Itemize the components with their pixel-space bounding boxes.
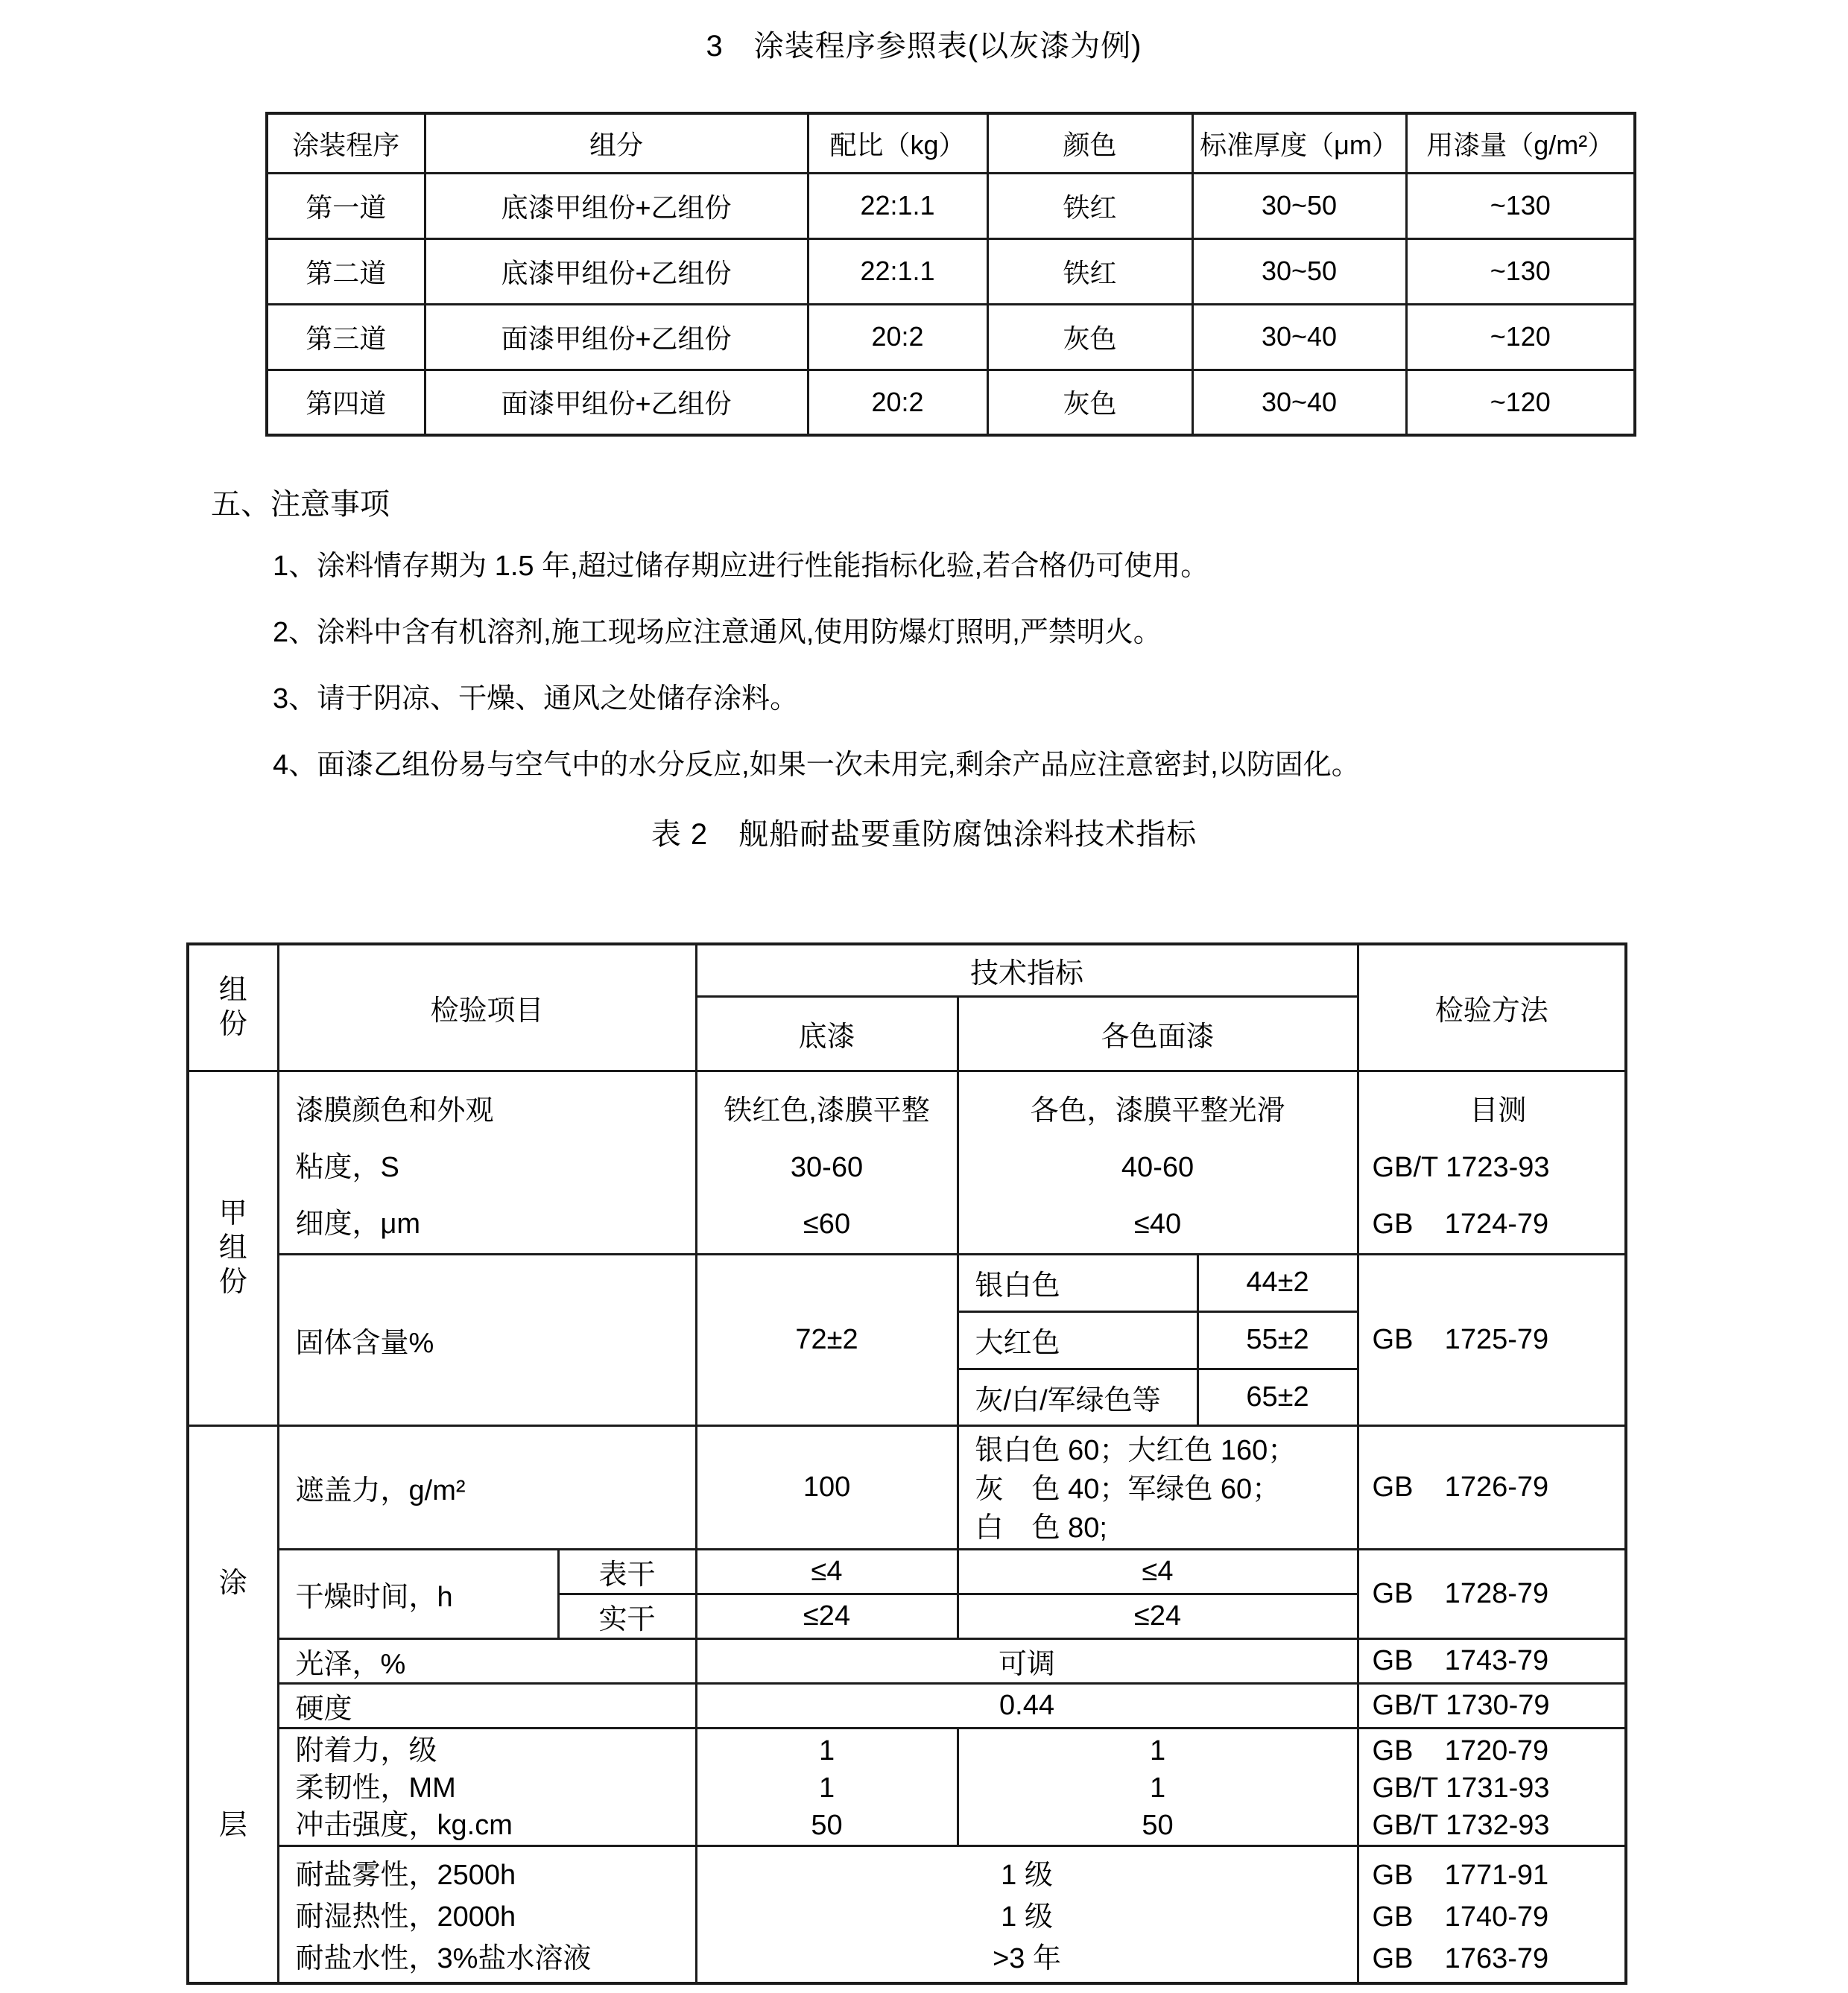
header-component bbox=[188, 944, 278, 1071]
hiding-primer-value: 100 bbox=[696, 1425, 958, 1549]
value: 灰 色 40；军绿色 60； bbox=[975, 1473, 1281, 1505]
hardness-method: GB/T 1730-79 bbox=[1358, 1683, 1626, 1728]
notes-heading: 五、注意事项 bbox=[211, 488, 390, 521]
cell-color: 铁红 bbox=[987, 173, 1192, 238]
component-vertical-label bbox=[190, 948, 276, 1067]
note-item-4: 4、面漆乙组份易与空气中的水分反应,如果一次未用完,剩余产品应注意密封,以防固化。 bbox=[273, 750, 1360, 781]
mechanical-methods bbox=[1358, 1728, 1626, 1845]
cell-usage: ~120 bbox=[1406, 370, 1635, 435]
method-standard: GB 1740-79 bbox=[1372, 1901, 1549, 1933]
drying-surface-topcoat: ≤4 bbox=[958, 1549, 1358, 1594]
value: 40-60 bbox=[1121, 1151, 1194, 1183]
drying-hard-label: 实干 bbox=[558, 1594, 696, 1638]
group-a-char: 组 bbox=[218, 1232, 247, 1264]
notes-list bbox=[273, 533, 1360, 799]
group-a-label bbox=[188, 1071, 278, 1425]
cell-usage: ~130 bbox=[1406, 238, 1635, 304]
value: 1 级 bbox=[1001, 1901, 1053, 1933]
cell-usage: ~130 bbox=[1406, 173, 1635, 238]
technical-indicator-table bbox=[186, 942, 1627, 1985]
group-a-char: 甲 bbox=[218, 1198, 247, 1229]
row-hardness bbox=[188, 1683, 1626, 1728]
mechanical-items bbox=[278, 1728, 696, 1845]
method-standard: GB 1763-79 bbox=[1372, 1942, 1549, 1974]
painting-procedure-table bbox=[265, 112, 1636, 437]
coating-char: 涂 bbox=[218, 1567, 247, 1599]
item-humidity: 耐湿热性，2000h bbox=[295, 1901, 516, 1933]
hardness-value: 0.44 bbox=[696, 1683, 1358, 1728]
gloss-value: 可调 bbox=[696, 1638, 1358, 1683]
table1-title: 3 涂装程序参照表(以灰漆为例) bbox=[706, 30, 1142, 63]
table1-row-4 bbox=[267, 370, 1635, 435]
item-solid-content: 固体含量% bbox=[278, 1254, 696, 1425]
cell-procedure: 第一道 bbox=[267, 173, 425, 238]
table1-header-thickness: 标准厚度（μm） bbox=[1192, 113, 1406, 173]
value: 铁红色,漆膜平整 bbox=[724, 1094, 930, 1127]
item-hardness: 硬度 bbox=[278, 1683, 696, 1728]
coating-vertical-label bbox=[190, 1462, 276, 1946]
cell-procedure: 第二道 bbox=[267, 238, 425, 304]
header-method: 检验方法 bbox=[1358, 944, 1626, 1071]
cell-procedure: 第四道 bbox=[267, 370, 425, 435]
method-standard: GB/T 1723-93 bbox=[1372, 1151, 1550, 1183]
gloss-method: GB 1743-79 bbox=[1358, 1638, 1626, 1683]
component-char: 份 bbox=[218, 1009, 247, 1041]
resistance-methods bbox=[1358, 1845, 1626, 1983]
table1-row-3 bbox=[267, 304, 1635, 370]
row-mechanical bbox=[188, 1728, 1626, 1845]
appearance-topcoat-values bbox=[958, 1071, 1358, 1254]
coating-char: 层 bbox=[218, 1809, 247, 1841]
method-standard: GB 1724-79 bbox=[1372, 1208, 1549, 1240]
value: 白 色 80; bbox=[975, 1512, 1107, 1544]
table2-title: 表 2 舰船耐盐要重防腐蚀涂料技术指标 bbox=[651, 818, 1197, 851]
value: 1 bbox=[1149, 1772, 1166, 1804]
cell-components: 底漆甲组份+乙组份 bbox=[425, 238, 808, 304]
method-standard: GB 1720-79 bbox=[1372, 1734, 1549, 1767]
table1-header-procedure: 涂装程序 bbox=[267, 113, 425, 173]
cell-color: 铁红 bbox=[987, 238, 1192, 304]
cell-components: 面漆甲组份+乙组份 bbox=[425, 304, 808, 370]
drying-method: GB 1728-79 bbox=[1358, 1549, 1626, 1638]
cell-ratio: 20:2 bbox=[808, 304, 987, 370]
cell-procedure: 第三道 bbox=[267, 304, 425, 370]
solid-value-silver: 44±2 bbox=[1197, 1254, 1358, 1311]
value: ≤60 bbox=[803, 1208, 851, 1240]
group-a-char: 份 bbox=[218, 1267, 247, 1298]
cell-components: 面漆甲组份+乙组份 bbox=[425, 370, 808, 435]
item-film-appearance: 漆膜颜色和外观 bbox=[295, 1094, 494, 1127]
cell-usage: ~120 bbox=[1406, 304, 1635, 370]
group-a-vertical-label bbox=[190, 1084, 276, 1412]
cell-components: 底漆甲组份+乙组份 bbox=[425, 173, 808, 238]
row-hiding-power bbox=[188, 1425, 1626, 1549]
method-visual: 目测 bbox=[1469, 1094, 1527, 1127]
coating-label bbox=[188, 1425, 278, 1983]
row-drying-surface bbox=[188, 1549, 1626, 1594]
item-salt-water: 耐盐水性，3%盐水溶液 bbox=[295, 1942, 592, 1974]
component-char: 组 bbox=[218, 975, 247, 1007]
cell-thickness: 30~40 bbox=[1192, 304, 1406, 370]
cell-color: 灰色 bbox=[987, 304, 1192, 370]
solid-value-red: 55±2 bbox=[1197, 1311, 1358, 1369]
cell-thickness: 30~50 bbox=[1192, 173, 1406, 238]
hiding-topcoat-values bbox=[958, 1425, 1358, 1549]
appearance-primer-values bbox=[696, 1071, 958, 1254]
method-standard: GB/T 1732-93 bbox=[1372, 1809, 1550, 1841]
item-drying-time: 干燥时间，h bbox=[278, 1549, 558, 1638]
cell-thickness: 30~40 bbox=[1192, 370, 1406, 435]
item-adhesion: 附着力，级 bbox=[295, 1734, 437, 1767]
drying-surface-label: 表干 bbox=[558, 1549, 696, 1594]
table1-row-1 bbox=[267, 173, 1635, 238]
item-impact-strength: 冲击强度，kg.cm bbox=[295, 1809, 513, 1841]
note-item-3: 3、请于阴凉、干燥、通风之处储存涂料。 bbox=[273, 683, 799, 714]
value: 1 级 bbox=[1001, 1859, 1053, 1891]
table2-header-row-1 bbox=[188, 944, 1626, 996]
row-appearance bbox=[188, 1071, 1626, 1254]
solid-primer-value: 72±2 bbox=[696, 1254, 958, 1425]
mechanical-topcoat-values bbox=[958, 1728, 1358, 1845]
cell-color: 灰色 bbox=[987, 370, 1192, 435]
hiding-method: GB 1726-79 bbox=[1358, 1425, 1626, 1549]
drying-hard-primer: ≤24 bbox=[696, 1594, 958, 1638]
table1-header-color: 颜色 bbox=[987, 113, 1192, 173]
header-tech-index: 技术指标 bbox=[696, 944, 1358, 996]
value: 50 bbox=[811, 1809, 843, 1841]
resistance-items bbox=[278, 1845, 696, 1983]
item-viscosity: 粘度，S bbox=[295, 1151, 399, 1183]
row-gloss bbox=[188, 1638, 1626, 1683]
mechanical-primer-values bbox=[696, 1728, 958, 1845]
item-fineness: 细度，μm bbox=[295, 1208, 421, 1240]
value: 银白色 60；大红色 160； bbox=[975, 1434, 1297, 1466]
header-inspection-item: 检验项目 bbox=[278, 944, 696, 1071]
note-item-1: 1、涂料情存期为 1.5 年,超过储存期应进行性能指标化验,若合格仍可使用。 bbox=[273, 551, 1209, 582]
value: 各色，漆膜平整光滑 bbox=[1030, 1094, 1285, 1127]
cell-thickness: 30~50 bbox=[1192, 238, 1406, 304]
solid-color-silver: 银白色 bbox=[958, 1254, 1197, 1311]
cell-ratio: 22:1.1 bbox=[808, 238, 987, 304]
method-standard: GB/T 1731-93 bbox=[1372, 1772, 1550, 1804]
table1-header-ratio: 配比（kg） bbox=[808, 113, 987, 173]
drying-hard-topcoat: ≤24 bbox=[958, 1594, 1358, 1638]
method-standard: GB 1771-91 bbox=[1372, 1859, 1549, 1891]
value: 1 bbox=[818, 1772, 835, 1804]
row-resistance bbox=[188, 1845, 1626, 1983]
value: >3 年 bbox=[993, 1942, 1061, 1974]
value: ≤40 bbox=[1133, 1208, 1182, 1240]
item-salt-spray: 耐盐雾性，2500h bbox=[295, 1859, 516, 1891]
drying-surface-primer: ≤4 bbox=[696, 1549, 958, 1594]
appearance-items bbox=[278, 1071, 696, 1254]
cell-ratio: 22:1.1 bbox=[808, 173, 987, 238]
resistance-values bbox=[696, 1845, 1358, 1983]
value: 50 bbox=[1142, 1809, 1174, 1841]
header-primer: 底漆 bbox=[696, 996, 958, 1071]
item-hiding-power: 遮盖力，g/m² bbox=[278, 1425, 696, 1549]
item-gloss: 光泽，% bbox=[278, 1638, 696, 1683]
item-flexibility: 柔韧性，MM bbox=[295, 1772, 456, 1804]
solid-color-red: 大红色 bbox=[958, 1311, 1197, 1369]
table1-header-components: 组分 bbox=[425, 113, 808, 173]
solid-value-others: 65±2 bbox=[1197, 1369, 1358, 1425]
appearance-methods bbox=[1358, 1071, 1626, 1254]
solid-method: GB 1725-79 bbox=[1358, 1254, 1626, 1425]
header-topcoat: 各色面漆 bbox=[958, 996, 1358, 1071]
value: 1 bbox=[818, 1734, 835, 1767]
solid-color-others: 灰/白/军绿色等 bbox=[958, 1369, 1197, 1425]
value: 1 bbox=[1149, 1734, 1166, 1767]
cell-ratio: 20:2 bbox=[808, 370, 987, 435]
value: 30-60 bbox=[790, 1151, 864, 1183]
table1-header-row bbox=[267, 113, 1635, 173]
table1-row-2 bbox=[267, 238, 1635, 304]
table1-header-usage: 用漆量（g/m²） bbox=[1406, 113, 1635, 173]
row-solid-content-1 bbox=[188, 1254, 1626, 1311]
note-item-2: 2、涂料中含有机溶剂,施工现场应注意通风,使用防爆灯照明,严禁明火。 bbox=[273, 617, 1162, 648]
